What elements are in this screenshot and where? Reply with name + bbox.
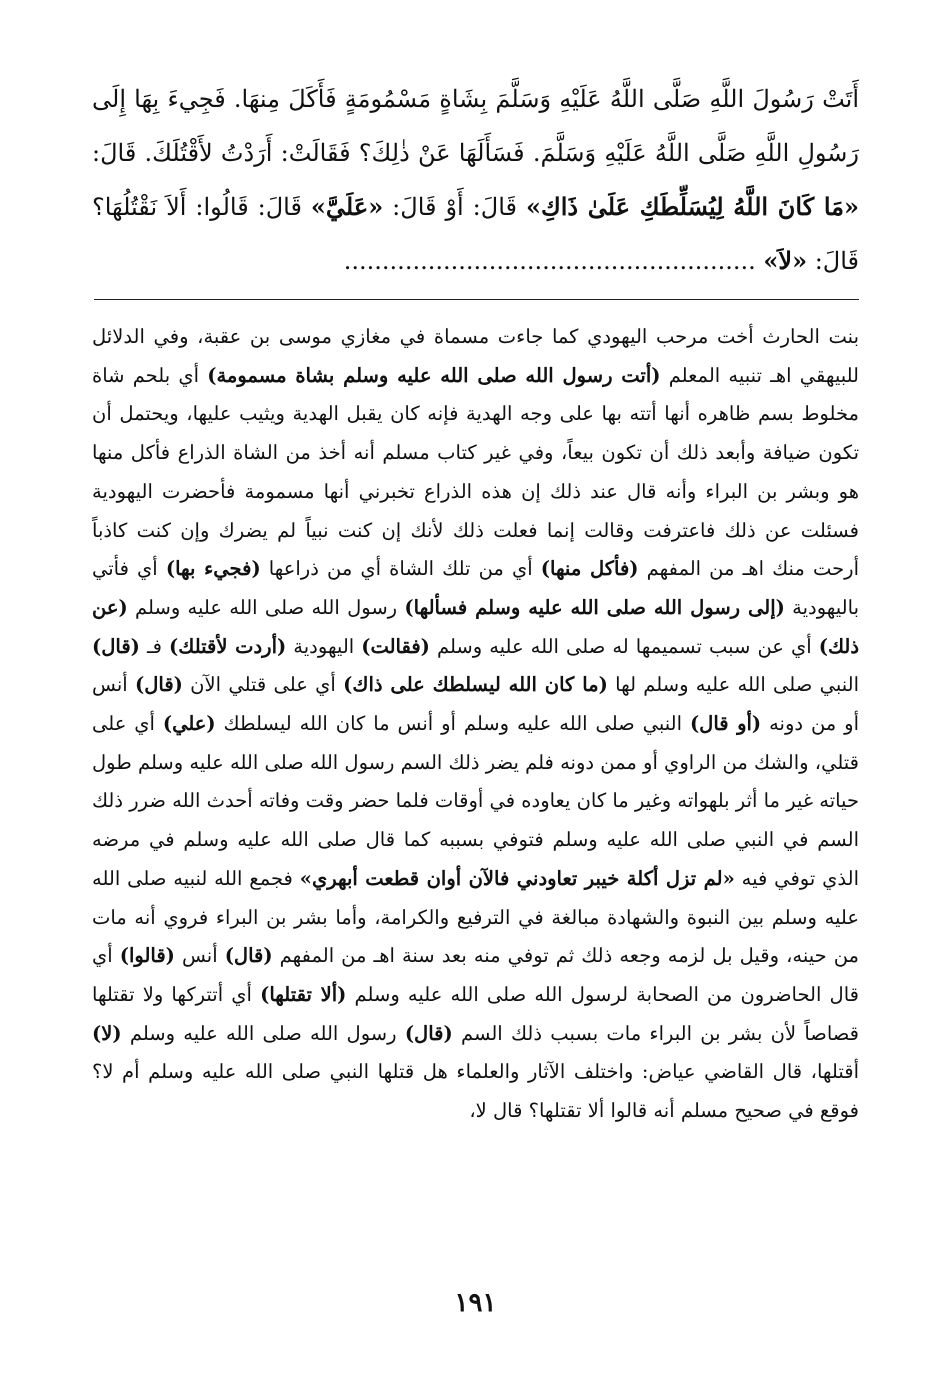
- commentary-segment: النبي صلى الله عليه وسلم أو أنس ما كان الله ليسلطك: [215, 712, 690, 736]
- commentary-segment: أي فأتي باليهودية: [92, 557, 859, 619]
- commentary-quote: (قال): [135, 673, 183, 697]
- commentary-quote: (ألا تقتلها): [260, 982, 347, 1006]
- hadith-text-segment: قَالَ: أَوْ قَالَ:: [383, 193, 526, 221]
- commentary-quote: (فقالت): [361, 634, 430, 658]
- commentary-segment: رسول الله صلى الله عليه وسلم: [127, 595, 405, 619]
- commentary-segment: أي قال الحاضرون من الصحابة لرسول الله صلى الله عليه وسلم: [92, 944, 859, 1006]
- commentary-segment: أي بلحم شاة مخلوط بسم ظاهره أنها أتته بها على وجه الهدية فإنه كان يقبل الهدية ويثيب عليها، ويحتمل أن تكون ضيافة وأبعد ذلك أن تكون بيعاً، وفي غير كتاب مسلم أنه أخذ من الشاة الذراع فأكل منها هو وبشر بن البراء وأنه قال عند ذلك إن هذه الذراع تخبرني أنها مسمومة فأحضرت اليهودية فسئلت عن ذلك فاعترفت وقالت إنما فعلت ذلك لأنك إن كنت نبياً لم يضرك وإن كنت كاذباً أرحت منك اهـ من المفهم: [92, 363, 860, 581]
- commentary-segment: فجمع الله لنبيه صلى الله عليه وسلم بين النبوة والشهادة مبالغة في الترفيع والكرامة، وأما بشر بن البراء فروي أنه مات من حينه، وقيل بل لزمه وجعه ذلك ثم توفي منه بعد سنة اهـ من المفهم: [92, 866, 859, 968]
- commentary-quote: (فأكل منها): [540, 557, 639, 581]
- commentary-segment: بنت الحارث أخت مرحب اليهودي كما جاءت مسماة في مغازي موسى بن عقبة، وفي الدلائل للبيهقي اهـ تنبيه المعلم: [92, 325, 859, 387]
- commentary-segment: أقتلها، قال القاضي عياض: واختلف الآثار والعلماء هل قتلها النبي صلى الله عليه وسلم أم لا؟ فوقع في صحيح مسلم أنه قالوا ألا تقتلها؟ قال لا،: [92, 1060, 859, 1123]
- hadith-quote-segment: «مَا كَانَ اللَّهُ لِيُسَلِّطَكِ عَلَىٰ ذَاكِ»: [525, 192, 860, 221]
- commentary-segment: فـ: [139, 634, 170, 658]
- commentary-segment: أي على قتلي الآن: [182, 673, 344, 697]
- commentary-quote: (قال): [92, 634, 140, 658]
- commentary-quote: (قال): [404, 1021, 453, 1045]
- commentary-quote: (علي): [162, 712, 216, 736]
- commentary-quote: (أتت رسول الله صلى الله عليه وسلم بشاة مسمومة): [207, 363, 661, 387]
- hadith-quote-segment: «عَلَيَّ»: [310, 192, 384, 221]
- commentary-segment: رسول الله صلى الله عليه وسلم: [121, 1021, 405, 1045]
- commentary-quote: «لم تزل أكلة خيبر تعاودني فالآن أوان قطعت أبهري»: [299, 866, 735, 890]
- commentary-text-block: [92, 318, 859, 1131]
- hadith-quote-segment: «لاَ»: [763, 246, 808, 275]
- commentary-segment: النبي صلى الله عليه وسلم لها: [607, 673, 859, 697]
- commentary-quote: (إلى رسول الله صلى الله عليه وسلم فسألها): [404, 595, 785, 619]
- commentary-segment: أي على قتلي، والشك من الراوي أو ممن دونه فلم يضر ذلك السم رسول الله صلى الله عليه وسلم طول حياته غير ما أثر بلهواته وغير ما كان يعاوده في أوقات فلما حضر وقت وفاته أحدث الله ضرر ذلك السم في النبي صلى الله عليه وسلم فتوفي بسببه كما قال صلى الله عليه وسلم في مرضه الذي توفي فيه: [91, 712, 859, 890]
- commentary-quote: (عن ذلك): [92, 595, 860, 658]
- commentary-quote: (فجيء بها): [165, 557, 261, 581]
- commentary-segment: أي من تلك الشاة أي من ذراعها: [260, 557, 541, 581]
- hadith-paragraph: [92, 72, 859, 288]
- commentary-segment: أنس: [174, 944, 225, 968]
- page-number: ١٩١: [454, 1288, 497, 1318]
- section-divider: [94, 299, 859, 300]
- commentary-segment: أي عن سبب تسميمها له صلى الله عليه وسلم: [429, 634, 819, 658]
- hadith-text-block: [92, 72, 859, 288]
- commentary-paragraph: [92, 318, 859, 1131]
- commentary-quote: (لا): [92, 1021, 122, 1045]
- hadith-text-segment: قَالَ: قَالُوا: أَلاَ نَقْتُلُهَا؟ قَالَ:: [92, 193, 859, 275]
- commentary-segment: أي أتتركها ولا تقتلها قصاصاً لأن بشر بن البراء مات بسبب ذلك السم: [92, 982, 860, 1045]
- commentary-quote: (أو قال): [689, 712, 762, 736]
- ellipsis-dots: ......................................................: [343, 247, 764, 275]
- commentary-quote: (أردت لأقتلك): [169, 634, 287, 658]
- hadith-text-segment: أَتَتْ رَسُولَ اللَّهِ صَلَّى اللَّهُ عَلَيْهِ وَسَلَّمَ بِشَاةٍ مَسْمُومَةٍ فَأَكَلَ مِنهَا. فَجِيءَ بِهَا إِلَى رَسُولِ اللَّهِ صَلَّى اللَّهُ عَلَيْهِ وَسَلَّمَ. فَسَأَلَهَا عَنْ ذٰلِكَ؟ فَقَالَتْ: أَرَدْتُ لأَقْتُلَكَ. قَالَ:: [92, 85, 859, 167]
- commentary-segment: اليهودية: [286, 634, 362, 658]
- commentary-quote: (ما كان الله ليسلطك على ذاك): [343, 673, 608, 697]
- commentary-quote: (قال): [224, 944, 273, 968]
- commentary-quote: (قالوا): [119, 944, 175, 968]
- commentary-segment: أنس أو من دونه: [92, 673, 859, 736]
